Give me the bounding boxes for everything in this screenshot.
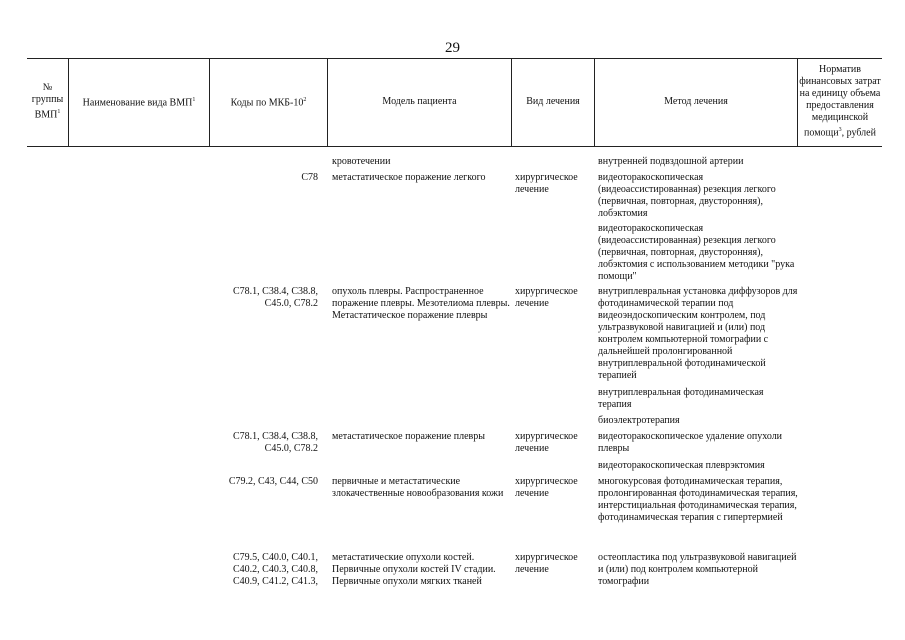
row-0-model: кровотечении [332,156,391,167]
table-header-bottom-rule [27,146,882,147]
row-6-codes: С78.1, С38.4, С38.8, С45.0, С78.2 [232,431,318,454]
row-6-model: метастатическое поражение плевры [332,431,485,442]
row-9-method: остеопластика под ультразвуковой навигацией и (или) под контролем компьютерной томографии [598,552,797,587]
row-3-codes: С78.1, С38.4, С38.8, С45.0, С78.2 [232,286,318,309]
row-9-model: метастатические опухоли костей. Первичные опухоли костей IV стадии. Первичные опухоли мягких тканей [332,552,496,587]
row-1-method: видеоторакоскопическая (видеоассистированная) резекция легкого (первичная, повторная, двусторонняя), лобэктомия [598,172,776,219]
row-5-method: биоэлектротерапия [598,415,680,426]
row-6-method: видеоторакоскопическое удаление опухоли плевры [598,431,783,454]
row-8-vid: хирургическое лечение [515,476,578,499]
row-0-method: внутренней подвздошной артерии [598,156,744,167]
header-codes: Коды по МКБ-$10^2$ [230,97,307,109]
row-3-vid: хирургическое лечение [515,286,578,309]
header-norm: Норматив финансовых затрат на единицу объема предоставления медицинской помощи$^3$, рублей [799,64,881,139]
row-8-model: первичные и метастатические злокачественные новообразования кожи [332,476,504,499]
row-1-codes: С78 [301,172,318,183]
row-9-vid: хирургическое лечение [515,552,578,575]
header-group-no: № группы ВМП$^1$ [31,82,64,121]
row-3-method: внутриплевральная установка диффузоров для фотодинамической терапии под видеоэндоскопическим контролем, под ультразвуковой навигацией и (или) под контролем компьютерной томографии с дальнейшей пролонгированной внутриплевральной фотодинамической терапией [598,286,798,381]
row-4-method: внутриплевральная фотодинамическая терапия [598,387,764,410]
header-model: Модель пациента [382,96,457,107]
row-3-model: опухоль плевры. Распространенное поражение плевры. Мезотелиома плевры. Метастатическое поражение плевры [332,286,510,321]
row-6-vid: хирургическое лечение [515,431,578,454]
row-1-vid: хирургическое лечение [515,172,578,195]
row-1-model: метастатическое поражение легкого [332,172,486,183]
header-name: Наименование вида ВМП$^1$ [82,97,196,109]
row-2-method: видеоторакоскопическая (видеоассистированная) резекция легкого (первичная, повторная, двусторонняя), лобэктомия с использованием методики "рука помощи" [598,223,795,282]
row-8-method: многокурсовая фотодинамическая терапия, пролонгированная фотодинамическая терапия, интерстициальная фотодинамическая терапия, фотодинамическая терапия с гипертермией [598,476,798,523]
row-7-method: видеоторакоскопическая плеврэктомия [598,460,765,471]
header-vid: Вид лечения [526,96,580,107]
page-number: 29 [445,40,460,56]
header-method: Метод лечения [664,96,728,107]
row-8-codes: С79.2, С43, С44, С50 [228,476,318,487]
row-9-codes: С79.5, С40.0, С40.1, С40.2, С40.3, С40.8, С40.9, С41.2, С41.3, [232,552,318,587]
